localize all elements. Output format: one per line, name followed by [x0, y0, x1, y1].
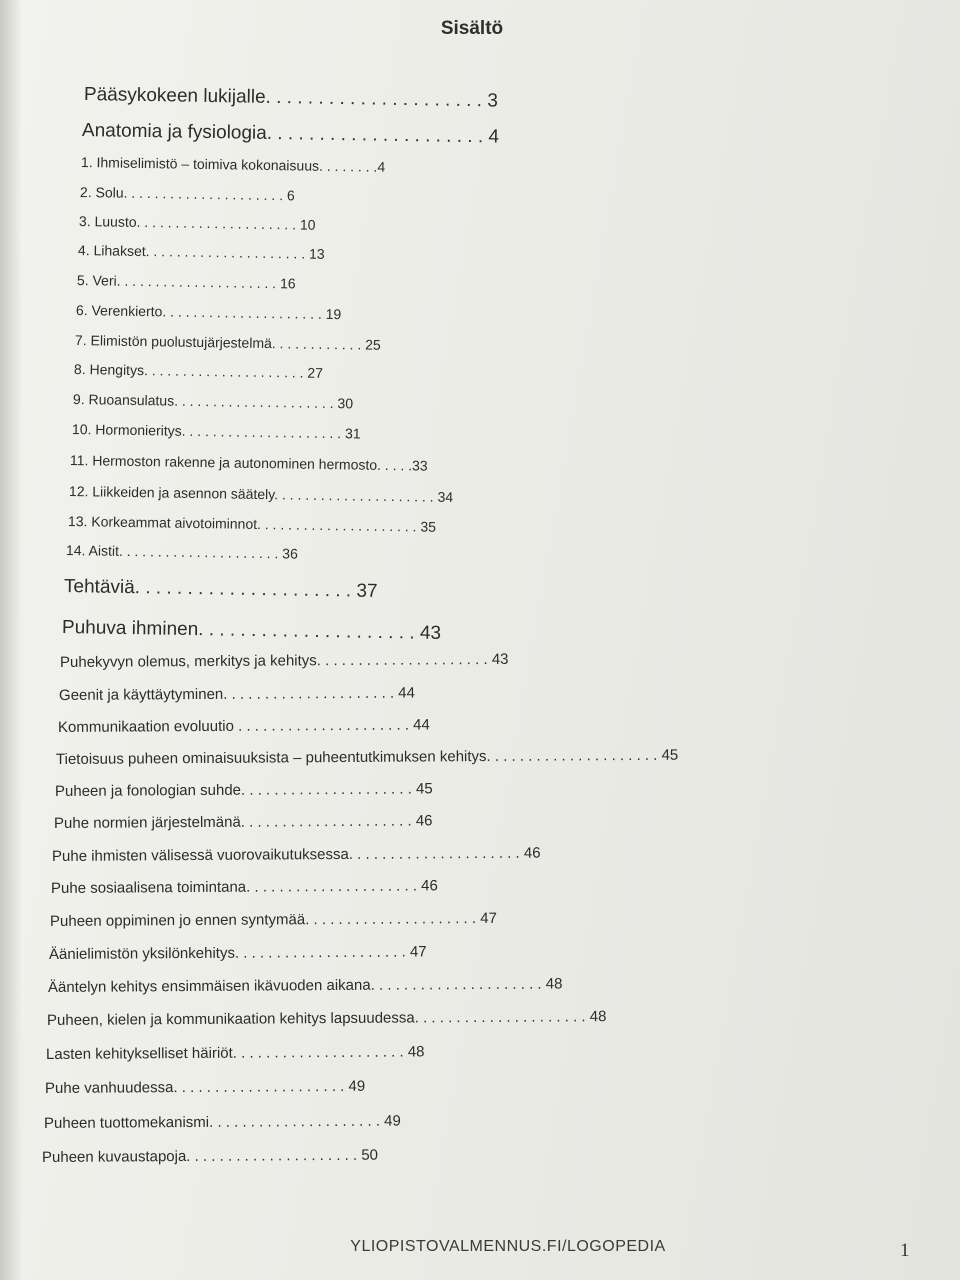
toc-entry: 12. Liikkeiden ja asennon säätely. . . . . . . . . . . . . . . . . . . . . 34 [68, 483, 454, 506]
toc-entry: Puheen, kielen ja kommunikaation kehitys lapsuudessa. . . . . . . . . . . . . . . . . . . . . 48 [46, 1008, 607, 1029]
toc-entry: Puhe vanhuudessa. . . . . . . . . . . . . . . . . . . . . 49 [44, 1077, 366, 1097]
page-number: 1 [900, 1240, 910, 1261]
toc-entry: Tehtäviä. . . . . . . . . . . . . . . . . . . . . 37 [63, 576, 378, 602]
toc-entry: Puhuva ihminen. . . . . . . . . . . . . . . . . . . . . 43 [61, 617, 442, 644]
toc-entry: Puheen oppiminen jo ennen syntymää. . . . . . . . . . . . . . . . . . . . . 47 [49, 909, 497, 930]
toc-title: Sisältö [440, 18, 504, 39]
toc-entry: Puheen tuottomekanismi. . . . . . . . . . . . . . . . . . . . . 49 [43, 1112, 401, 1132]
toc-entry: Puheen kuvaustapoja. . . . . . . . . . . . . . . . . . . . . 50 [41, 1146, 379, 1166]
toc-entry: 14. Aistit. . . . . . . . . . . . . . . . . . . . . 36 [65, 542, 298, 562]
toc-entry: Kommunikaation evoluutio . . . . . . . . . . . . . . . . . . . . . 44 [57, 716, 430, 736]
toc-entry: 3. Luusto. . . . . . . . . . . . . . . . . . . . . 10 [78, 213, 316, 233]
toc-entry: 11. Hermoston rakenne ja autonominen hermosto. . . . .33 [69, 452, 428, 474]
toc-entry: Tietoisuus puheen ominaisuuksista – puheentutkimuksen kehitys. . . . . . . . . . . . . . . . . . . . . 45 [55, 746, 679, 768]
toc-entry: Lasten kehitykselliset häiriöt. . . . . . . . . . . . . . . . . . . . . 48 [45, 1043, 425, 1063]
toc-entry: 9. Ruoansulatus. . . . . . . . . . . . . . . . . . . . . 30 [72, 391, 354, 412]
toc-entry: Puhe ihmisten välisessä vuorovaikutuksessa. . . . . . . . . . . . . . . . . . . . . 46 [51, 844, 541, 865]
toc-entry: Puhe normien järjestelmänä. . . . . . . . . . . . . . . . . . . . . 46 [53, 812, 433, 832]
toc-entry: Puheen ja fonologian suhde. . . . . . . . . . . . . . . . . . . . . 45 [54, 780, 433, 800]
toc-entry: 6. Verenkierto. . . . . . . . . . . . . . . . . . . . . 19 [75, 302, 342, 323]
toc-entry: Puhekyvyn olemus, merkitys ja kehitys. . . . . . . . . . . . . . . . . . . . . 43 [59, 650, 509, 671]
toc-entry: 1. Ihmiselimistö – toimiva kokonaisuus. . . . . . . .4 [80, 154, 386, 175]
toc-entry: 7. Elimistön puolustujärjestelmä. . . . . . . . . . . . 25 [74, 332, 381, 353]
toc-entry: Ääntelyn kehitys ensimmäisen ikävuoden aikana. . . . . . . . . . . . . . . . . . . . . 48 [47, 975, 563, 996]
toc-entry: 2. Solu. . . . . . . . . . . . . . . . . . . . . 6 [79, 184, 295, 204]
toc-entry: Äänielimistön yksilönkehitys. . . . . . . . . . . . . . . . . . . . . 47 [48, 943, 427, 963]
toc-entry: 13. Korkeammat aivotoiminnot. . . . . . . . . . . . . . . . . . . . . 35 [67, 513, 437, 535]
toc-entry: Geenit ja käyttäytyminen. . . . . . . . . . . . . . . . . . . . . 44 [58, 684, 416, 704]
page-edge-shadow [0, 0, 22, 1280]
toc-entry: Puhe sosiaalisena toimintana. . . . . . . . . . . . . . . . . . . . . 46 [50, 877, 438, 897]
toc-entry: 8. Hengitys. . . . . . . . . . . . . . . . . . . . . 27 [73, 361, 324, 381]
toc-entry: 10. Hormonieritys. . . . . . . . . . . . . . . . . . . . . 31 [71, 421, 361, 442]
toc-entry: Anatomia ja fysiologia. . . . . . . . . . . . . . . . . . . . . 4 [81, 120, 500, 148]
toc-entry: Pääsykokeen lukijalle. . . . . . . . . . . . . . . . . . . . . 3 [83, 84, 499, 112]
toc-entry: 4. Lihakset. . . . . . . . . . . . . . . . . . . . . 13 [77, 242, 325, 262]
footer-url: YLIOPISTOVALMENNUS.FI/LOGOPEDIA [350, 1238, 666, 1255]
toc-entry: 5. Veri. . . . . . . . . . . . . . . . . . . . . 16 [76, 272, 296, 292]
